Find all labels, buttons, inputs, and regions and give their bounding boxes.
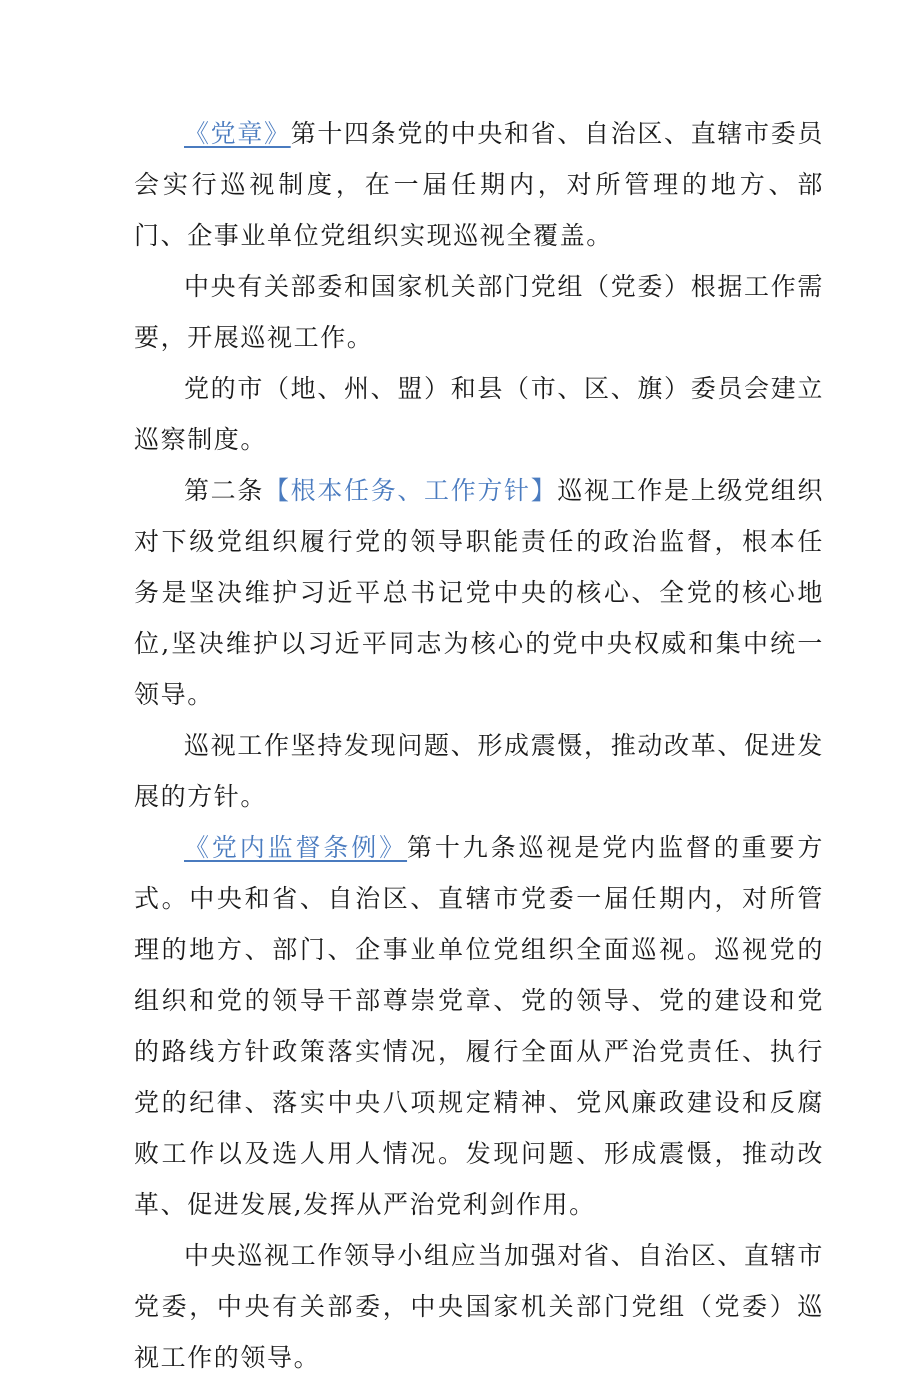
article-heading: 【根本任务、工作方针】 [264, 476, 558, 505]
paragraph-central-ministries [134, 261, 824, 363]
paragraph-central-leading-group [134, 1230, 824, 1383]
paragraph-article-2 [134, 465, 824, 720]
article-number: 第二条 [184, 476, 265, 505]
paragraph-text: 党的市（地、州、盟）和县（市、区、旗）委员会建立巡察制度。 [134, 374, 824, 454]
paragraph-supervision-regulation-article-19 [134, 822, 824, 1230]
paragraph-party-constitution-article-14 [134, 108, 824, 261]
paragraph-text: 中央巡视工作领导小组应当加强对省、自治区、直辖市党委，中央有关部委，中央国家机关部门党组（党委）巡视工作的领导。 [134, 1241, 824, 1372]
paragraph-text: 第十四条党的中央和省、自治区、直辖市委员会实行巡视制度，在一届任期内，对所管理的地方、部门、企事业单位党组织实现巡视全覆盖。 [134, 119, 824, 250]
paragraph-work-policy [134, 720, 824, 822]
party-constitution-link[interactable]: 《党章》 [184, 119, 291, 148]
paragraph-inspection-system [134, 363, 824, 465]
supervision-regulation-link[interactable]: 《党内监督条例》 [184, 833, 408, 862]
paragraph-text: 巡视工作坚持发现问题、形成震慑，推动改革、促进发展的方针。 [134, 731, 824, 811]
paragraph-text: 中央有关部委和国家机关部门党组（党委）根据工作需要，开展巡视工作。 [134, 272, 824, 352]
document-body [134, 108, 824, 1383]
paragraph-text: 第十九条巡视是党内监督的重要方式。中央和省、自治区、直辖市党委一届任期内，对所管理的地方、部门、企事业单位党组织全面巡视。巡视党的组织和党的领导干部尊崇党章、党的领导、党的建设和党的路线方针政策落实情况，履行全面从严治党责任、执行党的纪律、落实中央八项规定精神、党风廉政建设和反腐败工作以及选人用人情况。发现问题、形成震慑，推动改革、促进发展,发挥从严治党利剑作用。 [134, 833, 824, 1219]
paragraph-text: 巡视工作是上级党组织对下级党组织履行党的领导职能责任的政治监督，根本任务是坚决维护习近平总书记党中央的核心、全党的核心地位,坚决维护以习近平同志为核心的党中央权威和集中统一领导。 [134, 476, 824, 709]
